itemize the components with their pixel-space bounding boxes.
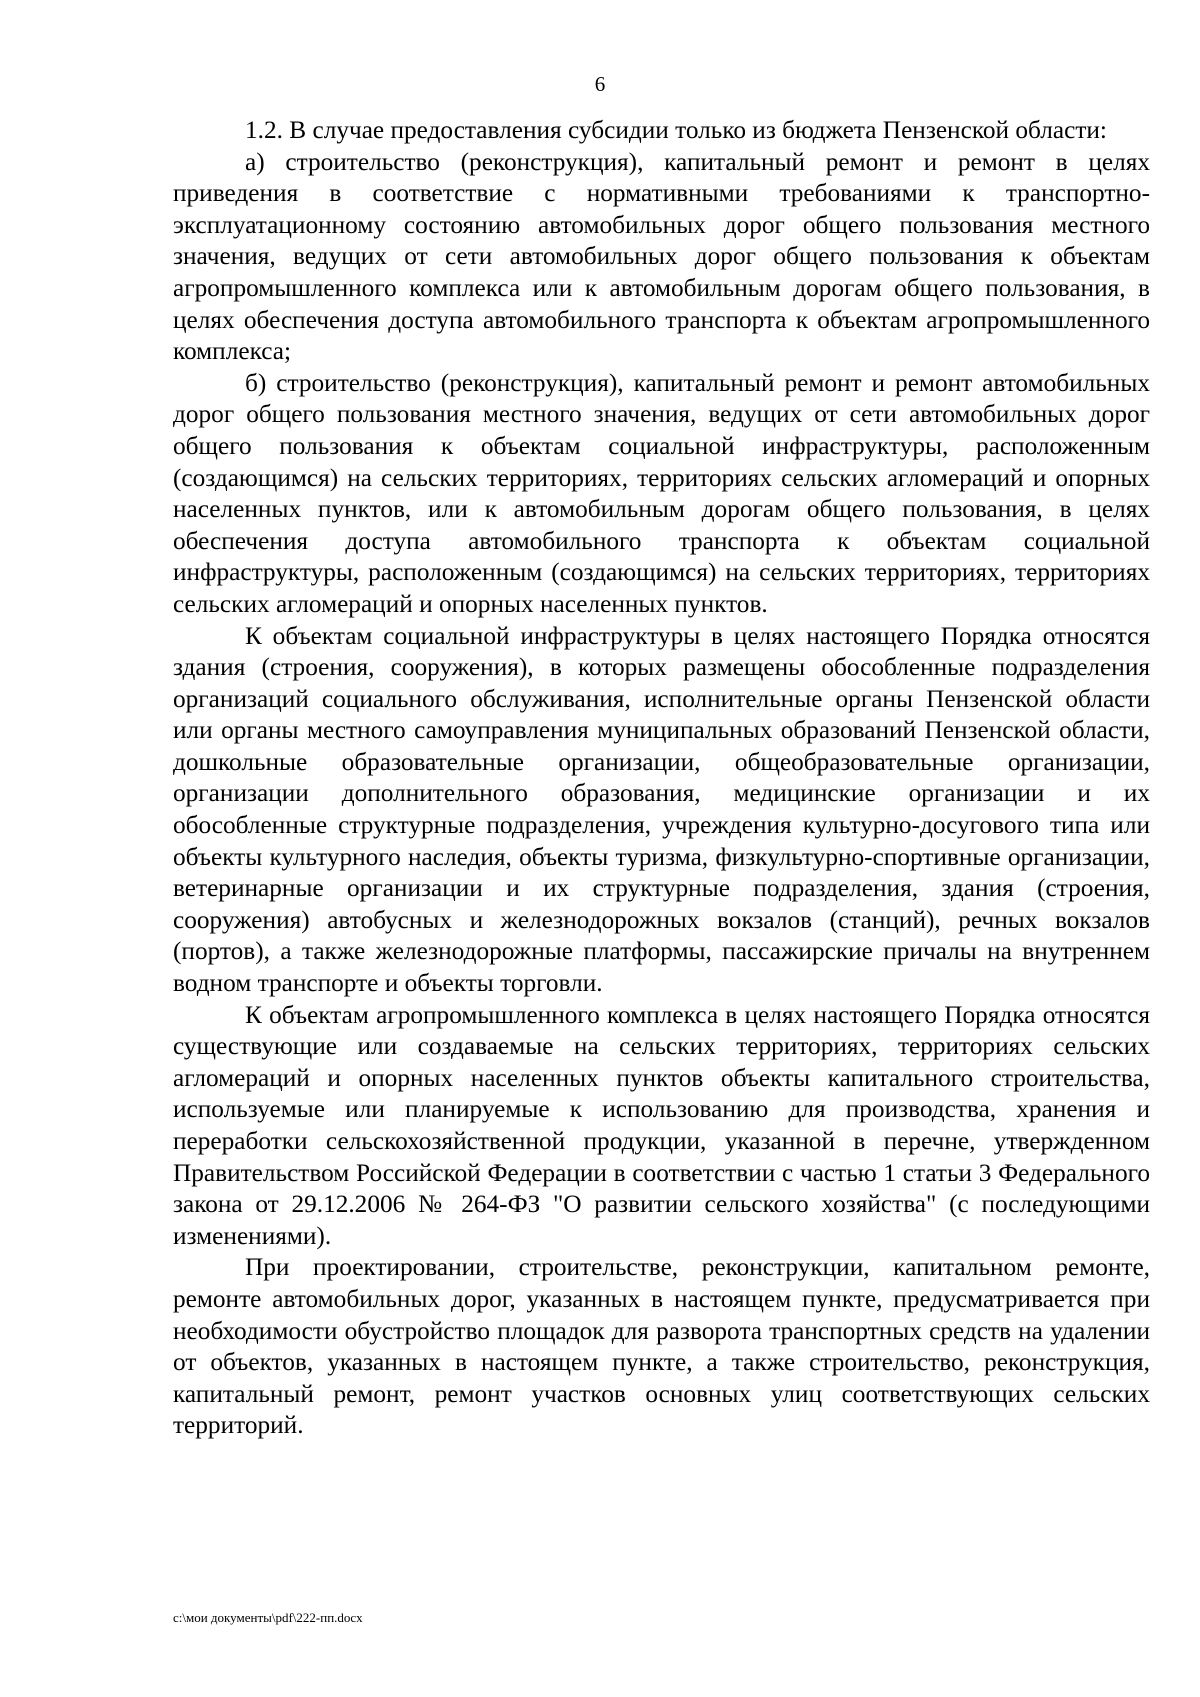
footer-file-path: c:\мои документы\pdf\222-пп.docx	[173, 1610, 363, 1625]
paragraph-item-a: а) строительство (реконструкция), капитальный ремонт и ремонт в целях приведения в соответствие с нормативными требованиями к транспортно-эксплуатационному состоянию автомобильных дорог общего пользования местного значения, ведущих от сети автомобильных дорог общего пользования к объектам агропромышленного комплекса или к автомобильным дорогам общего пользования, в целях обеспечения доступа автомобильного транспорта к объектам агропромышленного комплекса;	[173, 147, 1150, 366]
document-body	[173, 115, 1150, 1442]
page-number: 6	[594, 72, 606, 96]
paragraph-design-construction: При проектировании, строительстве, реконструкции, капитальном ремонте, ремонте автомобильных дорог, указанных в настоящем пункте, предусматривается при необходимости обустройство площадок для разворота транспортных средств на удалении от объектов, указанных в настоящем пункте, а также строительство, реконструкция, капитальный ремонт, ремонт участков основных улиц соответствующих сельских территорий.	[173, 1253, 1150, 1440]
paragraph-item-b: б) строительство (реконструкция), капитальный ремонт и ремонт автомобильных дорог общего пользования местного значения, ведущих от сети автомобильных дорог общего пользования к объектам социальной инфраструктуры, расположенным (создающимся) на сельских территориях, территориях сельских агломераций и опорных населенных пунктов, или к автомобильным дорогам общего пользования, в целях обеспечения доступа автомобильного транспорта к объектам социальной инфраструктуры, расположенным (создающимся) на сельских территориях, территориях сельских агломераций и опорных населенных пунктов.	[173, 368, 1150, 618]
paragraph-agro-industrial: К объектам агропромышленного комплекса в целях настоящего Порядка относятся существующие или создаваемые на сельских территориях, территориях сельских агломераций и опорных населенных пунктов объекты капитального строительства, используемые или планируемые к использованию для производства, хранения и переработки сельскохозяйственной продукции, указанной в перечне, утвержденном Правительством Российской Федерации в соответствии с частью 1 статьи 3 Федерального закона от 29.12.2006 № 264-ФЗ "О развитии сельского хозяйства" (с последующими изменениями).	[173, 1000, 1150, 1250]
paragraph-1-2-intro: 1.2. В случае предоставления субсидии только из бюджета Пензенской области:	[245, 116, 1107, 144]
paragraph-social-infrastructure: К объектам социальной инфраструктуры в целях настоящего Порядка относятся здания (строения, сооружения), в которых размещены обособленные подразделения организаций социального обслуживания, исполнительные органы Пензенской области или органы местного самоуправления муниципальных образований Пензенской области, дошкольные образовательные организации, общеобразовательные организации, организации дополнительного образования, медицинские организации и их обособленные структурные подразделения, учреждения культурно-досугового типа или объекты культурного наследия, объекты туризма, физкультурно-спортивные организации, ветеринарные организации и их структурные подразделения, здания (строения, сооружения) автобусных и железнодорожных вокзалов (станций), речных вокзалов (портов), а также железнодорожные платформы, пассажирские причалы на внутреннем водном транспорте и объекты торговли.	[173, 621, 1150, 998]
